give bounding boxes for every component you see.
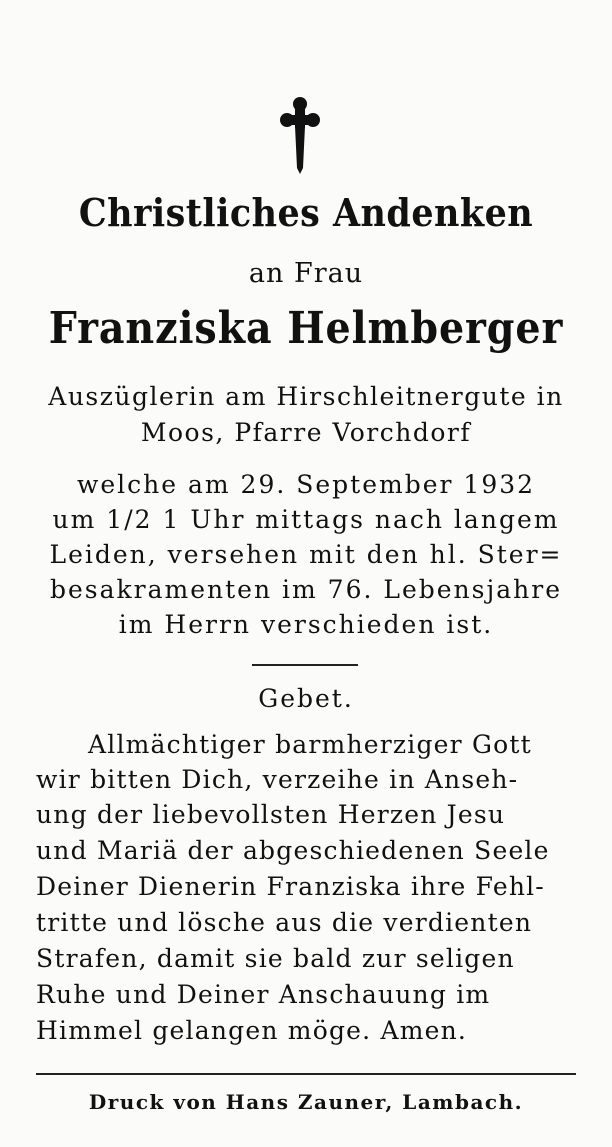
intro-line: welche am 29. September 1932 xyxy=(76,470,536,499)
prayer-line: und Mariä der abgeschiedenen Seele xyxy=(36,836,550,865)
intro-line: um 1/2 1 Uhr mittags nach langem xyxy=(52,505,560,534)
printer-credit: Druck von Hans Zauner, Lambach. xyxy=(88,1090,524,1114)
divider xyxy=(252,664,358,666)
prayer-line: tritte und lösche aus die verdienten xyxy=(36,908,533,937)
prayer-line: Strafen, damit sie bald zur seligen xyxy=(36,944,515,973)
prayer-line: wir bitten Dich, verzeihe in Anseh- xyxy=(36,765,519,794)
card-title: Christliches Andenken xyxy=(78,190,534,235)
prayer-line: Ruhe und Deiner Anschauung im xyxy=(36,980,491,1009)
intro-line: Leiden, versehen mit den hl. Ster= xyxy=(49,540,563,569)
prayer-line: Allmächtiger barmherziger Gott xyxy=(88,730,532,759)
intro-line: Moos, Pfarre Vorchdorf xyxy=(140,418,472,447)
cross-icon xyxy=(279,96,321,174)
intro-line: im Herrn verschieden ist. xyxy=(118,610,494,639)
intro-line: Auszüglerin am Hirschleitnergute in xyxy=(48,382,564,411)
prayer-heading: Gebet. xyxy=(258,684,354,713)
prayer-line: Deiner Dienerin Franziska ihre Fehl- xyxy=(36,872,545,901)
intro-line: besakramenten im 76. Lebensjahre xyxy=(49,575,562,604)
prayer-line: Himmel gelangen möge. Amen. xyxy=(36,1016,468,1045)
deceased-name: Franziska Helmberger xyxy=(48,303,564,354)
footer-divider xyxy=(36,1073,576,1075)
subtitle: an Frau xyxy=(248,258,364,289)
prayer-line: ung der liebevollsten Herzen Jesu xyxy=(36,800,506,829)
